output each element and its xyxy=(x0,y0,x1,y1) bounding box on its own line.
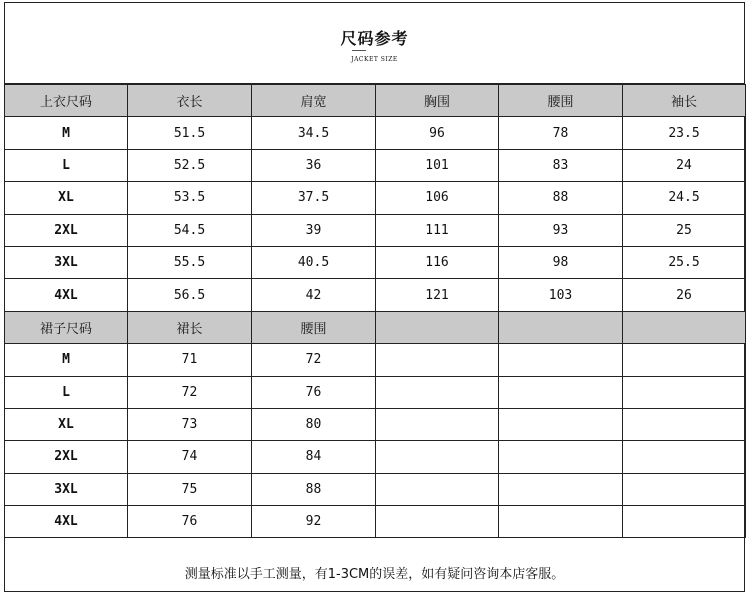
size-label: 4XL xyxy=(5,279,128,311)
table-row xyxy=(5,246,746,278)
size-label: M xyxy=(5,117,128,149)
title-area xyxy=(4,2,745,84)
size-label: 2XL xyxy=(5,214,128,246)
table-cell: 23.5 xyxy=(623,117,746,149)
table-cell: 111 xyxy=(376,214,499,246)
empty-cell xyxy=(623,376,746,408)
empty-cell xyxy=(376,473,499,505)
table-cell: 103 xyxy=(499,279,623,311)
column-header: 上衣尺码 xyxy=(5,85,128,117)
empty-header-cell xyxy=(499,311,623,343)
table-cell: 36 xyxy=(252,149,376,181)
empty-cell xyxy=(623,408,746,440)
table-cell: 34.5 xyxy=(252,117,376,149)
table-cell: 101 xyxy=(376,149,499,181)
table-cell: 78 xyxy=(499,117,623,149)
column-header: 裙子尺码 xyxy=(5,311,128,343)
table-row xyxy=(5,408,746,440)
empty-cell xyxy=(376,344,499,376)
table-row xyxy=(5,441,746,473)
table-cell: 84 xyxy=(252,441,376,473)
table-cell: 37.5 xyxy=(252,182,376,214)
table-row xyxy=(5,117,746,149)
title-divider xyxy=(352,50,366,51)
table-cell: 96 xyxy=(376,117,499,149)
table-cell: 73 xyxy=(128,408,252,440)
skirt-header-row xyxy=(5,311,746,343)
table-cell: 54.5 xyxy=(128,214,252,246)
size-label: L xyxy=(5,149,128,181)
table-cell: 74 xyxy=(128,441,252,473)
table-cell: 25 xyxy=(623,214,746,246)
size-label: XL xyxy=(5,408,128,440)
column-header: 衣长 xyxy=(128,85,252,117)
column-header: 裙长 xyxy=(128,311,252,343)
table-cell: 39 xyxy=(252,214,376,246)
table-cell: 25.5 xyxy=(623,246,746,278)
table-cell: 53.5 xyxy=(128,182,252,214)
empty-cell xyxy=(376,441,499,473)
table-cell: 42 xyxy=(252,279,376,311)
table-cell: 83 xyxy=(499,149,623,181)
table-cell: 26 xyxy=(623,279,746,311)
table-cell: 88 xyxy=(499,182,623,214)
size-label: 3XL xyxy=(5,473,128,505)
size-label: M xyxy=(5,344,128,376)
empty-cell xyxy=(499,408,623,440)
table-cell: 92 xyxy=(252,506,376,538)
table-row xyxy=(5,376,746,408)
table-cell: 88 xyxy=(252,473,376,505)
table-cell: 75 xyxy=(128,473,252,505)
empty-cell xyxy=(623,344,746,376)
table-cell: 76 xyxy=(252,376,376,408)
table-cell: 52.5 xyxy=(128,149,252,181)
table-cell: 121 xyxy=(376,279,499,311)
size-label: 4XL xyxy=(5,506,128,538)
empty-cell xyxy=(623,473,746,505)
empty-cell xyxy=(376,506,499,538)
empty-cell xyxy=(499,473,623,505)
column-header: 腰围 xyxy=(499,85,623,117)
size-label: 2XL xyxy=(5,441,128,473)
table-cell: 93 xyxy=(499,214,623,246)
table-cell: 40.5 xyxy=(252,246,376,278)
table-row xyxy=(5,214,746,246)
table-row xyxy=(5,344,746,376)
table-cell: 80 xyxy=(252,408,376,440)
table-row xyxy=(5,279,746,311)
size-label: L xyxy=(5,376,128,408)
table-row xyxy=(5,182,746,214)
empty-cell xyxy=(376,408,499,440)
table-cell: 24 xyxy=(623,149,746,181)
empty-header-cell xyxy=(623,311,746,343)
top-header-row xyxy=(5,85,746,117)
table-cell: 76 xyxy=(128,506,252,538)
table-cell: 24.5 xyxy=(623,182,746,214)
column-header: 肩宽 xyxy=(252,85,376,117)
table-row xyxy=(5,473,746,505)
table-cell: 71 xyxy=(128,344,252,376)
empty-cell xyxy=(499,506,623,538)
column-header: 腰围 xyxy=(252,311,376,343)
empty-cell xyxy=(499,376,623,408)
size-label: 3XL xyxy=(5,246,128,278)
table-cell: 72 xyxy=(128,376,252,408)
empty-cell xyxy=(499,441,623,473)
empty-cell xyxy=(376,376,499,408)
page-title: 尺码参考 xyxy=(340,29,409,48)
column-header: 袖长 xyxy=(623,85,746,117)
empty-cell xyxy=(499,344,623,376)
empty-cell xyxy=(623,441,746,473)
table-cell: 98 xyxy=(499,246,623,278)
column-header: 胸围 xyxy=(376,85,499,117)
page-subtitle: JACKET SIZE xyxy=(351,56,398,63)
size-label: XL xyxy=(5,182,128,214)
table-cell: 55.5 xyxy=(128,246,252,278)
size-table xyxy=(4,84,746,538)
table-cell: 116 xyxy=(376,246,499,278)
measurement-note xyxy=(4,554,745,592)
measurement-note-text: 测量标准以手工测量，有1-3CM的误差，如有疑问咨询本店客服。 xyxy=(184,567,565,582)
table-cell: 72 xyxy=(252,344,376,376)
table-cell: 106 xyxy=(376,182,499,214)
empty-cell xyxy=(623,506,746,538)
empty-header-cell xyxy=(376,311,499,343)
table-cell: 51.5 xyxy=(128,117,252,149)
table-row xyxy=(5,149,746,181)
table-cell: 56.5 xyxy=(128,279,252,311)
table-row xyxy=(5,506,746,538)
